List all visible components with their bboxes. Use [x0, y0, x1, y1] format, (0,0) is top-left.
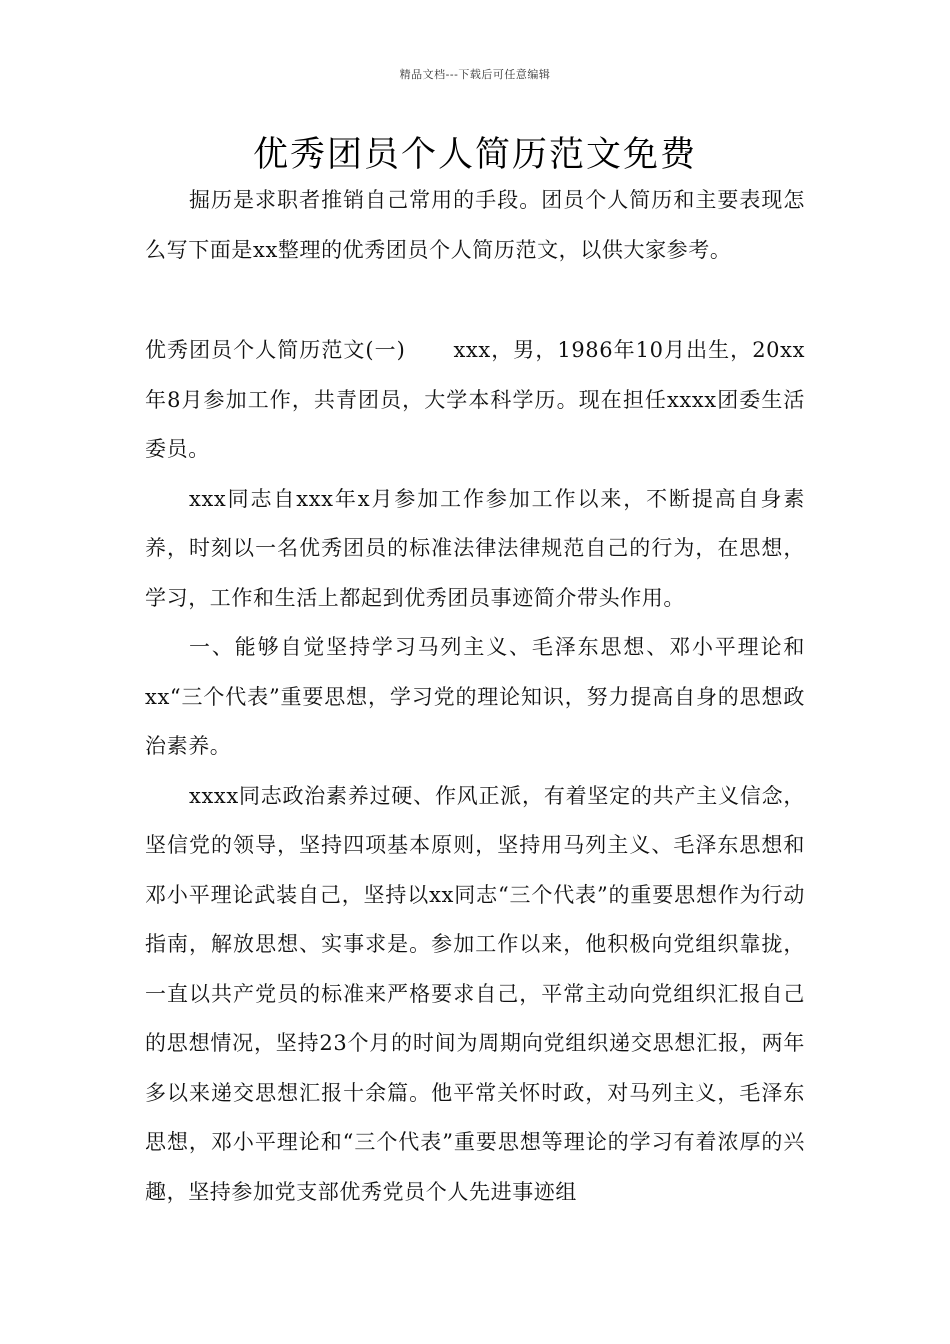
paragraph-4: xxxx同志政治素养过硬、作风正派，有着坚定的共产主义信念，坚信党的领导，坚持四项基本原则，坚持用马列主义、毛泽东思想和邓小平理论武装自己，坚持以xx同志“三个代表”的重要思想作为行动指南，解放思想、实事求是。参加工作以来，他积极向党组织靠拢，一直以共产党员的标准来严格要求自己，平常主动向党组织汇报自己的思想情况，坚持23个月的时间为周期向党组织递交思想汇报，两年多以来递交思想汇报十余篇。他平常关怀时政，对马列主义，毛泽东思想，邓小平理论和“三个代表”重要思想等理论的学习有着浓厚的兴趣，坚持参加党支部优秀党员个人先进事迹组	[145, 783, 805, 1204]
section1-text: xxx，男，1986年10月出生，20xx年8月参加工作，共青团员，大学本科学历。现在担任xxxx团委生活委员。	[145, 338, 806, 461]
paragraph-3: 一、能够自觉坚持学习马列主义、毛泽东思想、邓小平理论和xx“三个代表”重要思想，学习党的理论知识，努力提高自身的思想政治素养。	[145, 635, 805, 758]
section1-heading: 优秀团员个人简历范文(一)	[145, 338, 406, 362]
paragraph-2: xxx同志自xxx年x月参加工作参加工作以来，不断提高自身素养，时刻以一名优秀团员的标准法律法律规范自己的行为，在思想，学习，工作和生活上都起到优秀团员事迹简介带头作用。	[145, 486, 805, 610]
page-header-note: 精品文档---下载后可任意编辑	[399, 68, 551, 81]
intro-paragraph: 掘历是求职者推销自己常用的手段。团员个人简历和主要表现怎么写下面是xx整理的优秀团员个人简历范文，以供大家参考。	[145, 188, 805, 262]
main-content	[145, 326, 805, 1217]
document-title: 优秀团员个人简历范文免费	[252, 135, 697, 175]
section1-paragraph	[145, 326, 805, 475]
intro-block	[145, 176, 805, 275]
